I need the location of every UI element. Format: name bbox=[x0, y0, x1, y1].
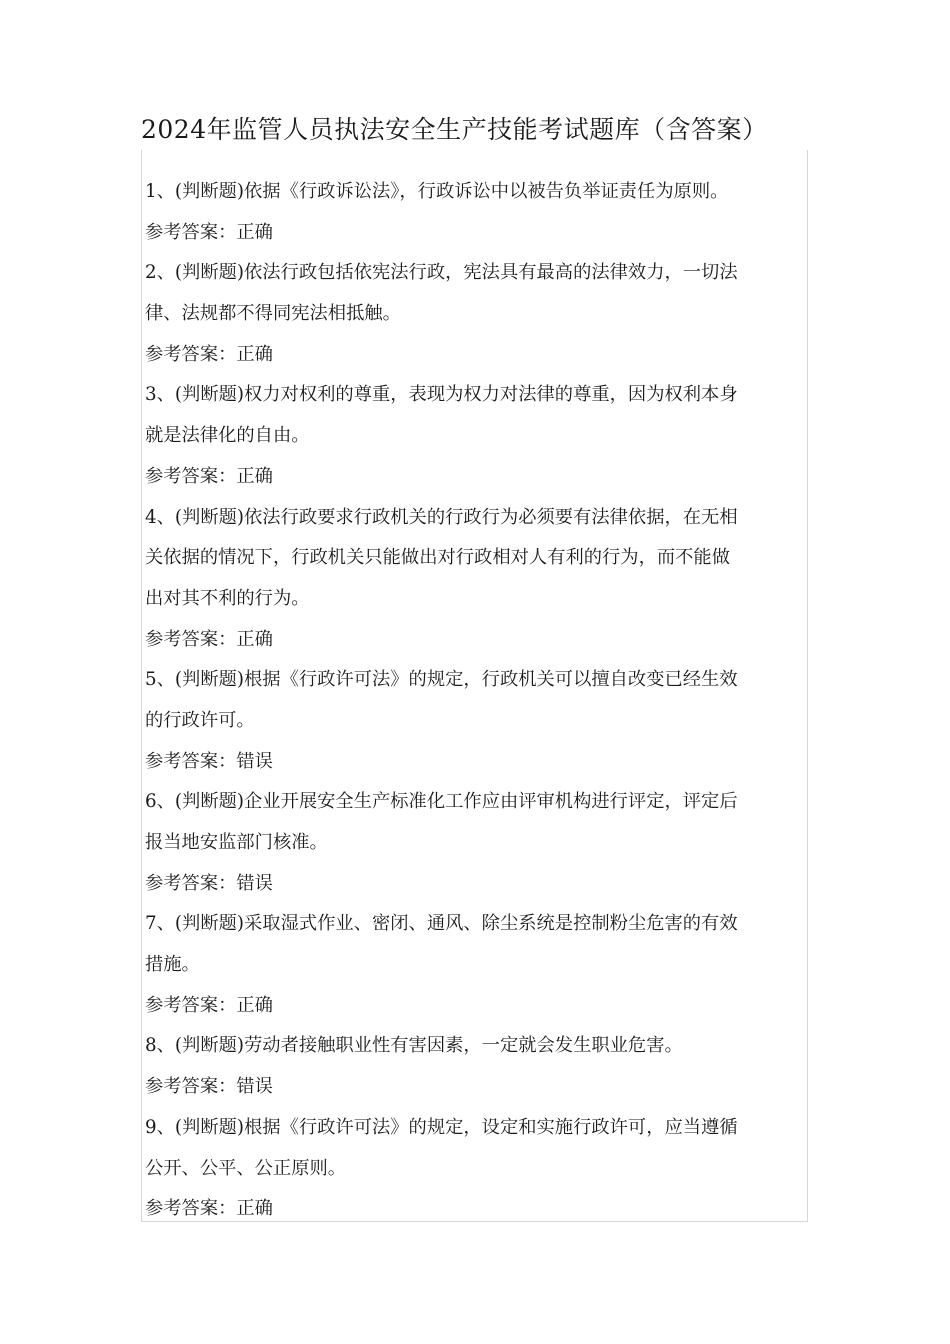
question-item bbox=[145, 904, 810, 1026]
question-text: 7、(判断题)采取湿式作业、密闭、通风、除尘系统是控制粉尘危害的有效 bbox=[145, 913, 738, 935]
answer-text: 参考答案：错误 bbox=[145, 872, 273, 894]
question-text: 3、(判断题)权力对权利的尊重，表现为权力对法律的尊重，因为权利本身 bbox=[145, 384, 738, 406]
question-text: 9、(判断题)根据《行政许可法》的规定，设定和实施行政许可，应当遵循 bbox=[145, 1116, 738, 1138]
question-text: 公开、公平、公正原则。 bbox=[145, 1157, 347, 1179]
answer-text: 参考答案：正确 bbox=[145, 994, 273, 1016]
question-item bbox=[145, 1026, 810, 1107]
question-text: 5、(判断题)根据《行政许可法》的规定，行政机关可以擅自改变已经生效 bbox=[145, 669, 738, 691]
question-text: 报当地安监部门核准。 bbox=[145, 832, 328, 853]
question-text: 6、(判断题)企业开展安全生产标准化工作应由评审机构进行评定，评定后 bbox=[145, 791, 738, 813]
question-list bbox=[145, 172, 810, 1230]
question-item bbox=[145, 782, 810, 904]
question-text: 关依据的情况下，行政机关只能做出对行政相对人有利的行为，而不能做 bbox=[145, 547, 730, 569]
question-text: 2、(判断题)依法行政包括依宪法行政，宪法具有最高的法律效力，一切法 bbox=[145, 262, 738, 284]
answer-text: 参考答案：正确 bbox=[145, 1198, 273, 1220]
question-item bbox=[145, 375, 810, 497]
question-text: 就是法律化的自由。 bbox=[145, 425, 310, 447]
answer-text: 参考答案：正确 bbox=[145, 628, 273, 650]
answer-text: 参考答案：正确 bbox=[145, 221, 273, 243]
answer-text: 参考答案：正确 bbox=[145, 465, 273, 487]
question-text: 律、法规都不得同宪法相抵触。 bbox=[145, 303, 401, 325]
question-text: 出对其不利的行为。 bbox=[145, 587, 310, 609]
question-text: 的行政许可。 bbox=[145, 709, 255, 731]
question-item bbox=[145, 498, 810, 661]
document-title: 2024年监管人员执法安全生产技能考试题库（含答案） bbox=[141, 115, 768, 144]
question-item bbox=[145, 660, 810, 782]
answer-text: 参考答案：错误 bbox=[145, 750, 273, 772]
question-text: 8、(判断题)劳动者接触职业性有害因素，一定就会发生职业危害。 bbox=[145, 1035, 683, 1057]
answer-text: 参考答案：正确 bbox=[145, 343, 273, 365]
question-text: 1、(判断题)依据《行政诉讼法》，行政诉讼中以被告负举证责任为原则。 bbox=[145, 181, 729, 202]
question-item bbox=[145, 1108, 810, 1230]
question-item bbox=[145, 253, 810, 375]
question-text: 措施。 bbox=[145, 954, 200, 976]
question-text: 4、(判断题)依法行政要求行政机关的行政行为必须要有法律依据，在无相 bbox=[145, 506, 738, 528]
question-item bbox=[145, 172, 810, 253]
answer-text: 参考答案：错误 bbox=[145, 1076, 273, 1098]
